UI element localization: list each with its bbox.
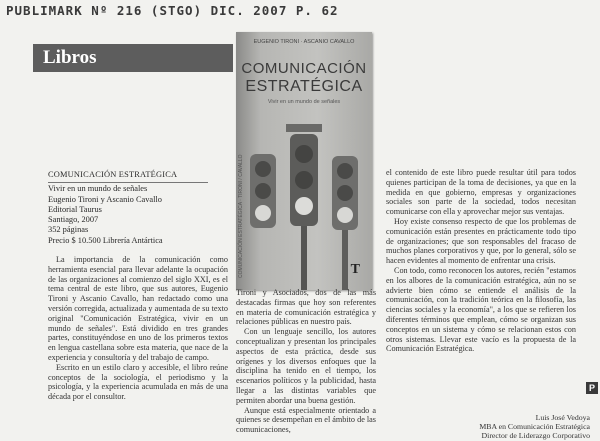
review-column-1 xyxy=(48,255,228,402)
paragraph: Escrito en un estilo claro y accesible, el libro reúne conceptos de la sociología, el periodismo y la psicología, y la experiencia acumulada en más de una década por el consultor. xyxy=(48,362,228,402)
cover-title-line2: ESTRATÉGICA xyxy=(245,78,363,95)
book-pages: 352 páginas xyxy=(48,225,89,235)
book-details xyxy=(48,170,228,246)
review-signature xyxy=(470,413,590,440)
reviewer-role: Director de Liderazgo Corporativo xyxy=(481,431,590,440)
cover-title-line1: COMUNICACIÓN xyxy=(241,60,367,77)
book-city-year: Santiago, 2007 xyxy=(48,215,99,225)
book-subtitle: Vivir en un mundo de señales xyxy=(48,184,148,194)
reviewer-name: Luis José Vedoya xyxy=(535,413,590,422)
book-authors: Eugenio Tironi y Ascanio Cavallo xyxy=(48,194,162,204)
publication-end-mark: P xyxy=(586,382,598,394)
cover-spine-text: COMUNICACIÓN ESTRATÉGICA · TIRONI / CAVALLO xyxy=(238,154,244,278)
book-title: COMUNICACIÓN ESTRATÉGICA xyxy=(48,170,178,179)
paragraph: el contenido de este libro puede resultar útil para todos quienes participan de la toma de decisiones, ya que en la medida en que gobierno, empresas y organizaciones sociales son parte de la sociedad, todos necesitan comunicarse con ella y aprovechar mejor sus ventajas. xyxy=(386,168,576,217)
reviewer-title: MBA en Comunicación Estratégica xyxy=(479,422,590,431)
section-header-bar xyxy=(33,44,233,72)
book-price: Precio $ 10.500 Librería Antártica xyxy=(48,235,163,245)
paragraph: Tironi y Asociados, dos de las más destacadas firmas que hoy son referentes en materia de comunicación estratégica y relaciones públicas en nuestro país. xyxy=(236,288,376,327)
cover-authors: EUGENIO TIRONI · ASCANIO CAVALLO xyxy=(253,39,355,45)
book-publisher: Editorial Taurus xyxy=(48,204,102,214)
paragraph: Con todo, como reconocen los autores, recién "estamos en los albores de la comunicación estratégica, aún no se advierte bien cómo se entiende el análisis de la comunicación, con la tradición teórica en la filosofía, las ciencias sociales y la economía", a los que se refieren los diferentes términos que emplean, cómo se organizan sus conceptos en un sistema y cómo se relacionan estos con otros sistemas. Llevar este vacío es la propuesta de la Comunicación Estratégica. xyxy=(386,265,576,354)
paragraph: Hoy existe consenso respecto de que los problemas de comunicación están presentes en prácticamente todo tipo de organizaciones; que son responsables del fracaso de muchos planes corporativos y que, por lo general, sólo se hacen evidentes al momento de enfrentar una crisis. xyxy=(386,216,576,266)
review-column-2 xyxy=(236,288,376,435)
section-title: Libros xyxy=(43,47,97,68)
review-column-3 xyxy=(386,168,576,354)
handwritten-source-note: PUBLIMARK Nº 216 (STGO) DIC. 2007 P. 62 xyxy=(6,3,339,18)
title-divider xyxy=(48,182,208,183)
paragraph: Con un lenguaje sencillo, los autores conceptualizan y presentan los principales aspectos de esta práctica, desde sus orígenes y los diversos enfoques que la disciplina ha tenido en el tiempo, los escenarios políticos y la publicidad, hasta llegar a las distintas variables que permiten abordar una buena gestión. xyxy=(236,327,376,405)
book-cover-image xyxy=(236,32,372,290)
cover-subtitle: Vivir en un mundo de señales xyxy=(267,99,341,105)
paragraph: La importancia de la comunicación como herramienta esencial para llevar adelante la ocupación de las organizaciones al comienzo del siglo XXI, es el tema central de este libro, que sus autores, Eugenio Tironi y Ascanio Cavallo, han redactado como una versión corregida, actualizada y aumentada de su texto original "Comunicación Estratégica, vivir en un mundo de señales". Está dividido en tres grandes partes, constituyéndose en uno de los primeros textos en lengua castellana sobre esta materia, que nace de la experiencia y consultoría y del trabajo de campo. xyxy=(48,255,228,362)
publisher-logo: T xyxy=(350,262,360,277)
paragraph: Aunque está especialmente orientado a quienes se desempeñan en el ámbito de las comunicaciones, xyxy=(236,405,376,435)
